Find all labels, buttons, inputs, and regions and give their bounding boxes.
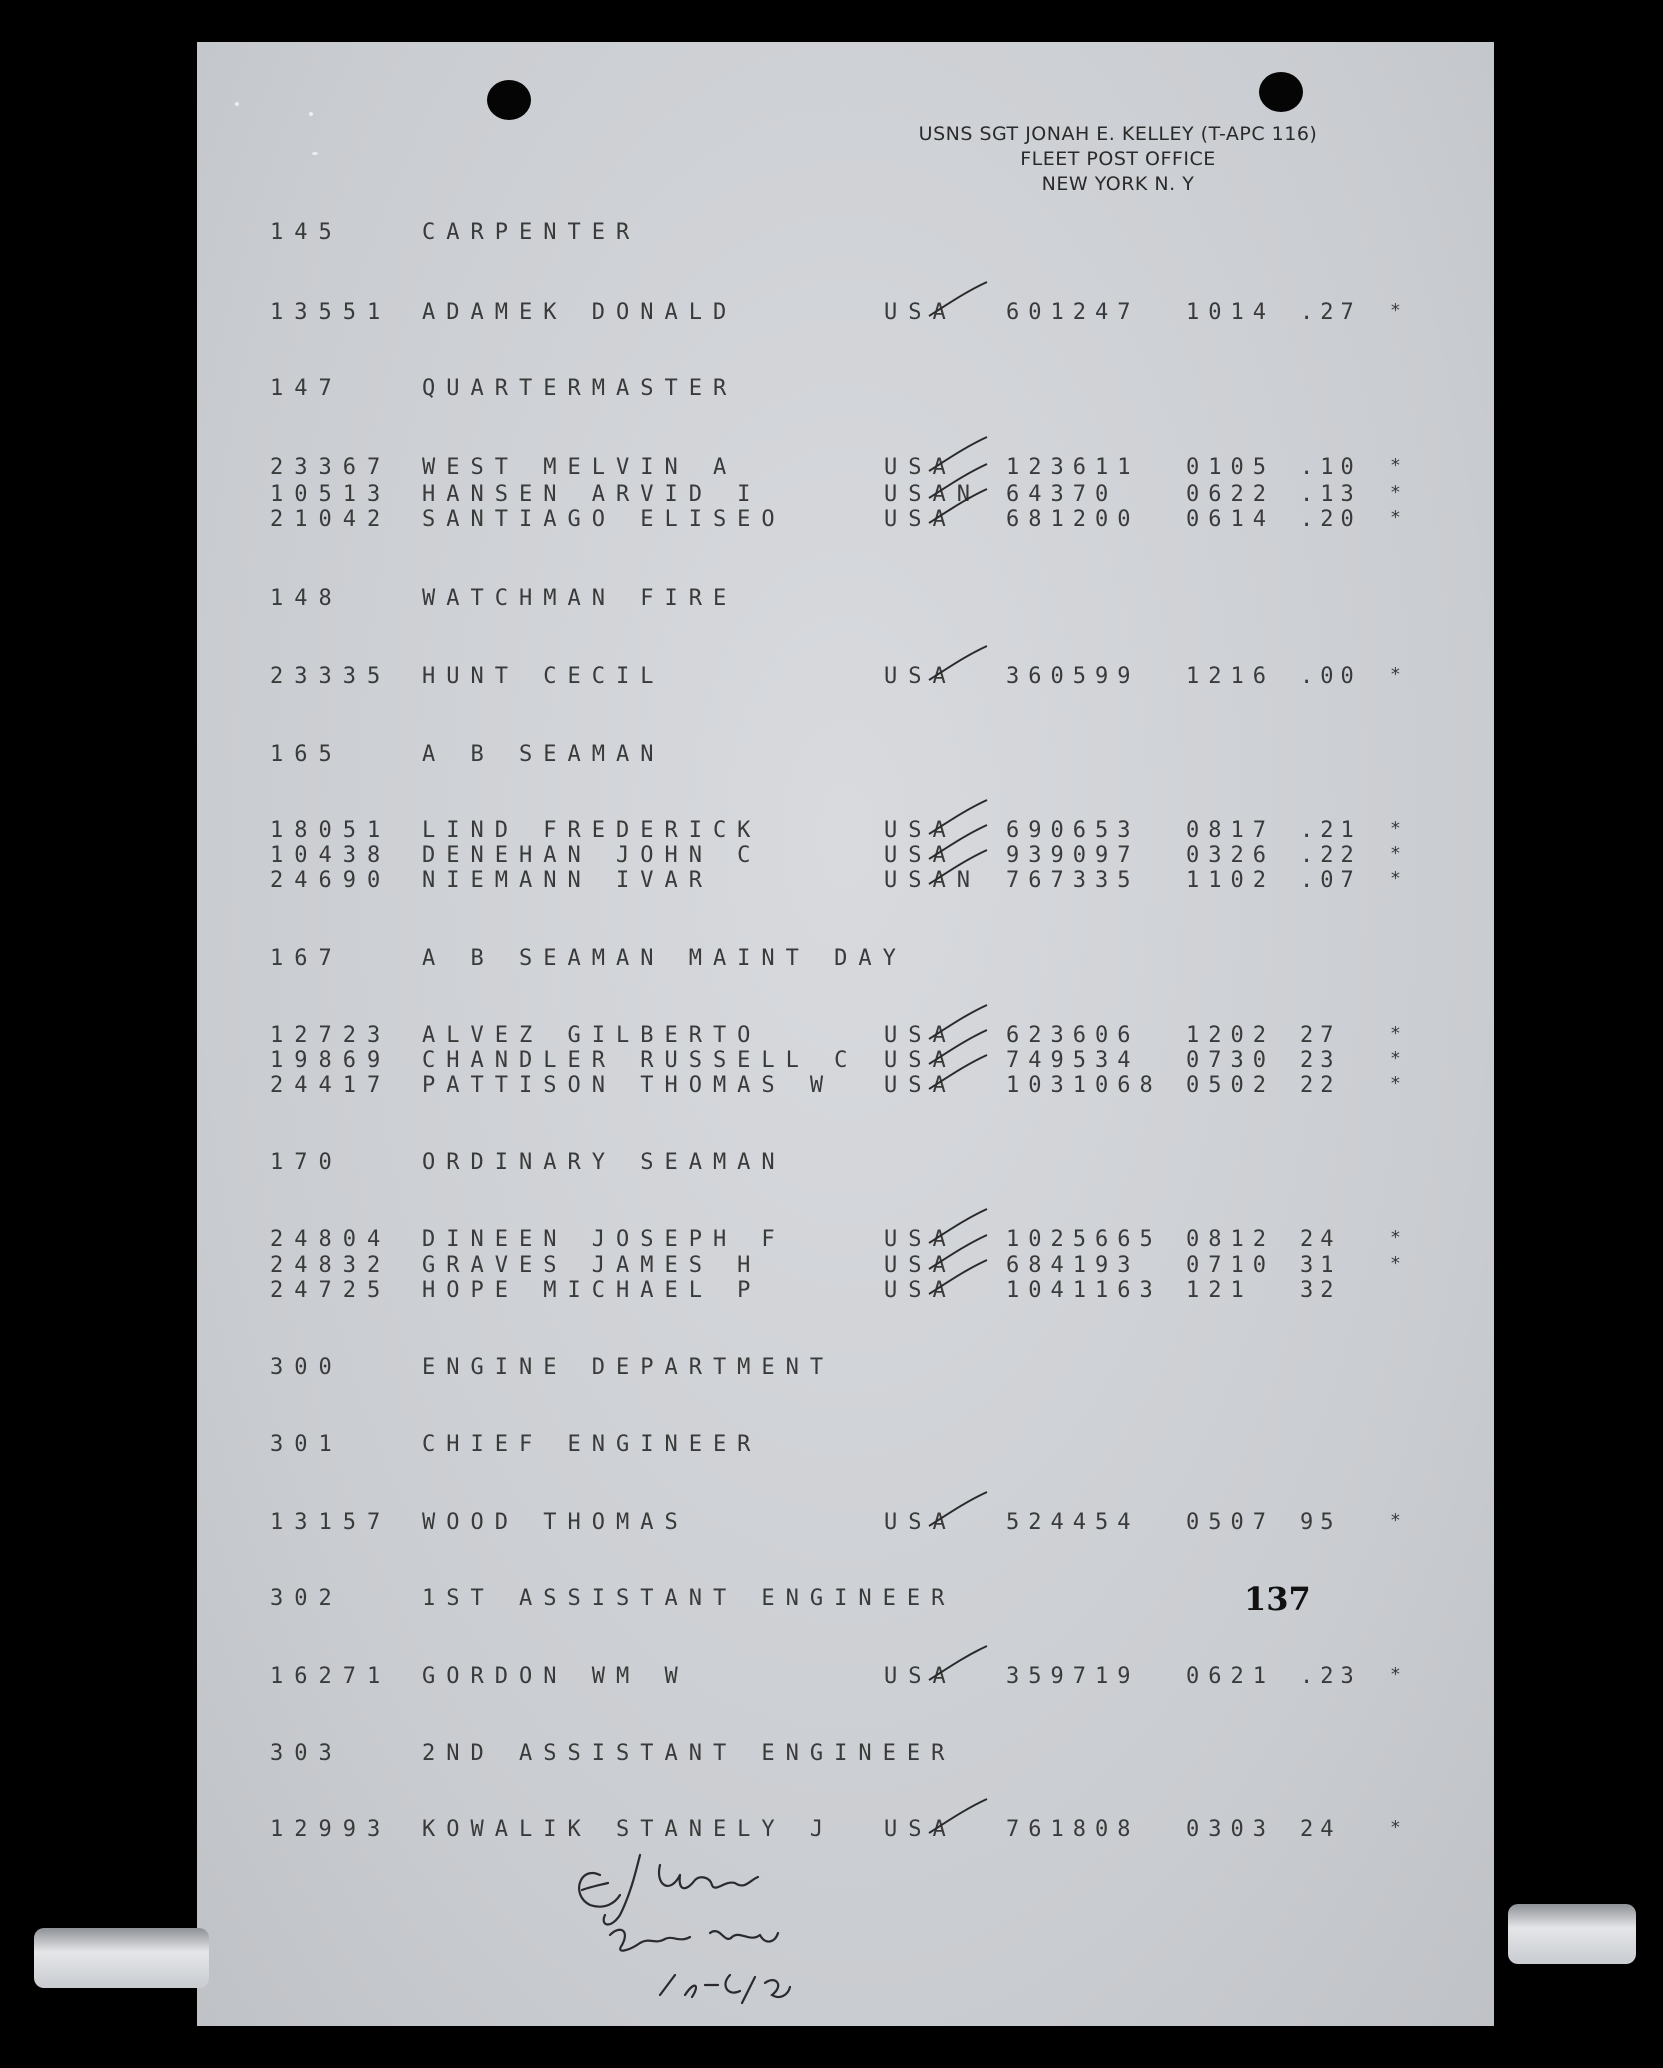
section-title: WATCHMAN FIRE: [422, 586, 738, 611]
entry-code: 24725: [270, 1278, 392, 1303]
entry-citizenship: USA: [884, 1664, 957, 1689]
entry-date: 1102: [1186, 868, 1275, 893]
section-code: 303: [270, 1741, 343, 1766]
entry-citizenship: USA: [884, 455, 957, 480]
entry-amount: 24: [1300, 1227, 1341, 1252]
section-code: 170: [270, 1150, 343, 1175]
entry-code: 16271: [270, 1664, 392, 1689]
entry-amount: .21: [1300, 818, 1361, 843]
entry-name: ALVEZ GILBERTO: [422, 1023, 762, 1048]
entry-code: 18051: [270, 818, 392, 843]
signature-date: 12/10/54: [580, 1995, 585, 1996]
entry-code: 12993: [270, 1817, 392, 1842]
entry-amount: .00: [1300, 664, 1361, 689]
entry-asterisk: *: [1390, 818, 1401, 839]
entry-asterisk: *: [1390, 868, 1401, 889]
entry-code: 23335: [270, 664, 392, 689]
punch-hole-right: [1259, 72, 1303, 112]
speck: [235, 102, 239, 106]
entry-citizenship: USA: [884, 507, 957, 532]
entry-amount: 95: [1300, 1510, 1341, 1535]
check-mark-icon: [925, 846, 989, 888]
section-code: 167: [270, 946, 343, 971]
entry-amount: .13: [1300, 482, 1361, 507]
entry-date: 0817: [1186, 818, 1275, 843]
entry-asterisk: *: [1390, 300, 1401, 321]
entry-amount: 27: [1300, 1023, 1341, 1048]
entry-asterisk: *: [1390, 1817, 1401, 1838]
entry-serial: 623606: [1006, 1023, 1140, 1048]
entry-code: 24832: [270, 1253, 392, 1278]
entry-asterisk: *: [1390, 1253, 1401, 1274]
entry-code: 12723: [270, 1023, 392, 1048]
letterhead-fpo: FLEET POST OFFICE: [1020, 148, 1216, 170]
entry-amount: 22: [1300, 1073, 1341, 1098]
entry-asterisk: *: [1390, 1664, 1401, 1685]
entry-code: 10438: [270, 843, 392, 868]
entry-asterisk: *: [1390, 664, 1401, 685]
entry-code: 23367: [270, 455, 392, 480]
entry-citizenship: USAN: [884, 868, 981, 893]
section-title: A B SEAMAN: [422, 742, 665, 767]
entry-citizenship: USA: [884, 1048, 957, 1073]
entry-date: 0105: [1186, 455, 1275, 480]
entry-serial: 681200: [1006, 507, 1140, 532]
entry-name: PATTISON THOMAS W: [422, 1073, 835, 1098]
entry-code: 24417: [270, 1073, 392, 1098]
entry-code: 19869: [270, 1048, 392, 1073]
entry-amount: .23: [1300, 1664, 1361, 1689]
entry-asterisk: *: [1390, 455, 1401, 476]
signature-title: Imm. Insp.: [580, 1945, 586, 1946]
section-title: ENGINE DEPARTMENT: [422, 1355, 835, 1380]
entry-date: 0614: [1186, 507, 1275, 532]
entry-citizenship: USA: [884, 1023, 957, 1048]
entry-serial: 1025665: [1006, 1227, 1162, 1252]
section-title: CARPENTER: [422, 220, 641, 245]
entry-amount: 24: [1300, 1817, 1341, 1842]
section-code: 148: [270, 586, 343, 611]
entry-citizenship: USAN: [884, 482, 981, 507]
entry-amount: 31: [1300, 1253, 1341, 1278]
entry-serial: 601247: [1006, 300, 1140, 325]
entry-asterisk: *: [1390, 482, 1401, 503]
check-mark-icon: [925, 1488, 989, 1530]
check-mark-icon: [925, 278, 989, 320]
entry-citizenship: USA: [884, 1253, 957, 1278]
entry-citizenship: USA: [884, 1510, 957, 1535]
entry-serial: 360599: [1006, 664, 1140, 689]
entry-amount: .27: [1300, 300, 1361, 325]
entry-amount: 23: [1300, 1048, 1341, 1073]
check-mark-icon: [925, 1795, 989, 1837]
entry-date: 0507: [1186, 1510, 1275, 1535]
entry-name: ADAMEK DONALD: [422, 300, 738, 325]
entry-name: NIEMANN IVAR: [422, 868, 713, 893]
section-title: CHIEF ENGINEER: [422, 1432, 762, 1457]
entry-amount: .07: [1300, 868, 1361, 893]
speck: [309, 112, 313, 116]
section-code: 147: [270, 376, 343, 401]
section-title: 1ST ASSISTANT ENGINEER: [422, 1586, 956, 1611]
entry-name: LIND FREDERICK: [422, 818, 762, 843]
entry-code: 24804: [270, 1227, 392, 1252]
entry-serial: 767335: [1006, 868, 1140, 893]
entry-date: 0622: [1186, 482, 1275, 507]
entry-code: 13551: [270, 300, 392, 325]
entry-name: WEST MELVIN A: [422, 455, 738, 480]
entry-serial: 939097: [1006, 843, 1140, 868]
check-mark-icon: [925, 1256, 989, 1298]
section-title: QUARTERMASTER: [422, 376, 738, 401]
entry-amount: 32: [1300, 1278, 1341, 1303]
letterhead-city: NEW YORK N. Y: [1041, 173, 1195, 195]
signature: [560, 1835, 940, 2035]
entry-serial: 1041163: [1006, 1278, 1162, 1303]
check-mark-icon: [925, 1051, 989, 1093]
entry-asterisk: *: [1390, 1023, 1401, 1044]
entry-asterisk: *: [1390, 507, 1401, 528]
entry-serial: 524454: [1006, 1510, 1140, 1535]
entry-citizenship: USA: [884, 300, 957, 325]
entry-citizenship: USA: [884, 1278, 957, 1303]
entry-date: 0730: [1186, 1048, 1275, 1073]
check-mark-icon: [925, 485, 989, 527]
entry-amount: .22: [1300, 843, 1361, 868]
entry-citizenship: USA: [884, 1227, 957, 1252]
entry-name: HOPE MICHAEL P: [422, 1278, 762, 1303]
entry-serial: 64370: [1006, 482, 1118, 507]
entry-amount: .20: [1300, 507, 1361, 532]
check-mark-icon: [925, 1642, 989, 1684]
entry-citizenship: USA: [884, 1073, 957, 1098]
entry-name: HUNT CECIL: [422, 664, 665, 689]
entry-citizenship: USA: [884, 843, 957, 868]
entry-name: GORDON WM W: [422, 1664, 689, 1689]
check-mark-icon: [925, 642, 989, 684]
entry-name: CHANDLER RUSSELL C: [422, 1048, 859, 1073]
entry-citizenship: USA: [884, 1817, 957, 1842]
entry-date: 0812: [1186, 1227, 1275, 1252]
entry-serial: 749534: [1006, 1048, 1140, 1073]
entry-serial: 1031068: [1006, 1073, 1162, 1098]
section-title: 2ND ASSISTANT ENGINEER: [422, 1741, 956, 1766]
page-tab-left: [34, 1928, 209, 1988]
entry-asterisk: *: [1390, 843, 1401, 864]
entry-date: 0621: [1186, 1664, 1275, 1689]
entry-asterisk: *: [1390, 1073, 1401, 1094]
section-code: 145: [270, 220, 343, 245]
entry-date: 1014: [1186, 300, 1275, 325]
letterhead-ship: USNS SGT JONAH E. KELLEY (T-APC 116): [918, 123, 1318, 145]
section-title: A B SEAMAN MAINT DAY: [422, 946, 907, 971]
entry-date: 0303: [1186, 1817, 1275, 1842]
page-number: 137: [1244, 1580, 1311, 1618]
page-tab-right: [1508, 1904, 1636, 1964]
entry-date: 1202: [1186, 1023, 1275, 1048]
entry-code: 24690: [270, 868, 392, 893]
speck: [312, 152, 318, 155]
entry-date: 0326: [1186, 843, 1275, 868]
entry-serial: 761808: [1006, 1817, 1140, 1842]
entry-name: DINEEN JOSEPH F: [422, 1227, 786, 1252]
entry-amount: .10: [1300, 455, 1361, 480]
entry-name: GRAVES JAMES H: [422, 1253, 762, 1278]
section-title: ORDINARY SEAMAN: [422, 1150, 786, 1175]
entry-asterisk: *: [1390, 1227, 1401, 1248]
entry-asterisk: *: [1390, 1510, 1401, 1531]
entry-citizenship: USA: [884, 664, 957, 689]
section-code: 165: [270, 742, 343, 767]
section-code: 300: [270, 1355, 343, 1380]
entry-date: 121: [1186, 1278, 1253, 1303]
entry-name: KOWALIK STANELY J: [422, 1817, 835, 1842]
section-code: 301: [270, 1432, 343, 1457]
entry-code: 21042: [270, 507, 392, 532]
entry-name: SANTIAGO ELISEO: [422, 507, 786, 532]
entry-date: 1216: [1186, 664, 1275, 689]
section-code: 302: [270, 1586, 343, 1611]
signature-name: E J Urban: [580, 1865, 585, 1866]
entry-serial: 359719: [1006, 1664, 1140, 1689]
entry-citizenship: USA: [884, 818, 957, 843]
entry-asterisk: *: [1390, 1048, 1401, 1069]
entry-name: HANSEN ARVID I: [422, 482, 762, 507]
entry-name: WOOD THOMAS: [422, 1510, 689, 1535]
entry-serial: 123611: [1006, 455, 1140, 480]
entry-code: 13157: [270, 1510, 392, 1535]
letterhead: [868, 122, 1368, 197]
entry-serial: 690653: [1006, 818, 1140, 843]
entry-date: 0710: [1186, 1253, 1275, 1278]
entry-name: DENEHAN JOHN C: [422, 843, 762, 868]
punch-hole-left: [487, 80, 531, 120]
entry-date: 0502: [1186, 1073, 1275, 1098]
entry-serial: 684193: [1006, 1253, 1140, 1278]
entry-code: 10513: [270, 482, 392, 507]
